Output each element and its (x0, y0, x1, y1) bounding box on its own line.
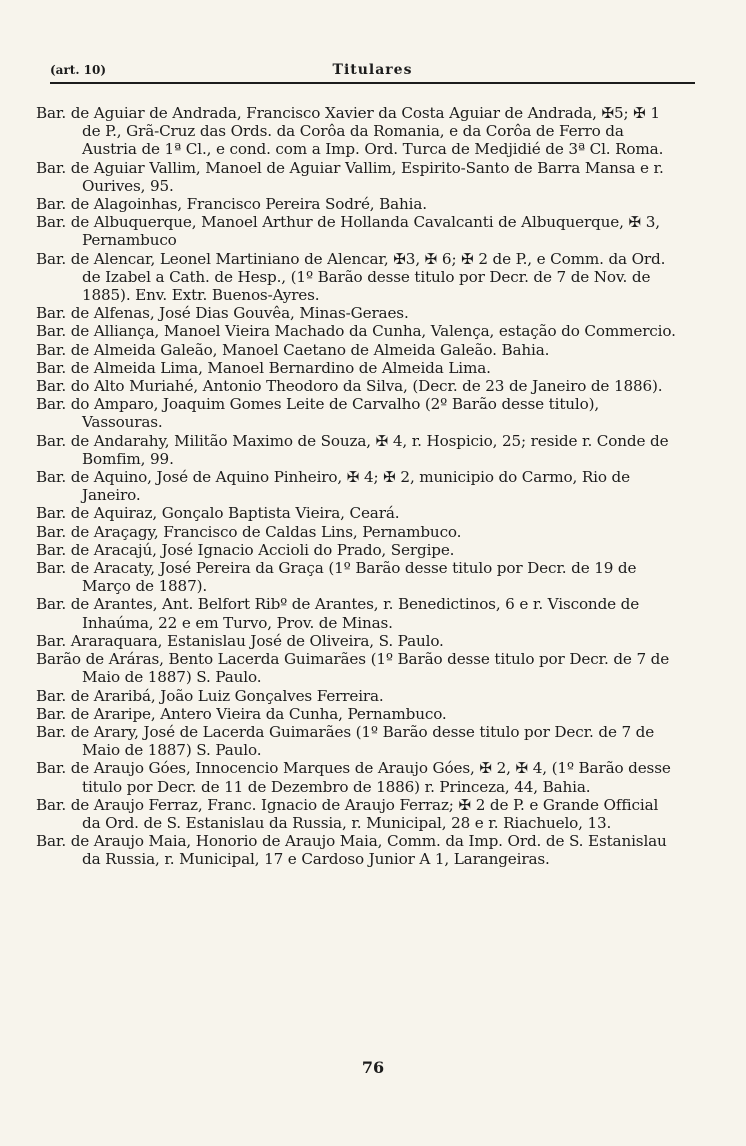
list-item: Bar. de Aguiar Vallim, Manoel de Aguiar Vallim, Espirito-Santo de Barra Mansa e r. Ourives, 95. (36, 158, 664, 195)
page-number: 76 (361, 1058, 385, 1077)
list-item: Bar. de Araujo Maia, Honorio de Araujo Maia, Comm. da Imp. Ord. de S. Estanislau da Russia, r. Municipal, 17 e Cardoso Junior A 1, Larangeiras. (36, 832, 667, 869)
list-item: Bar. de Arantes, Ant. Belfort Ribº de Arantes, r. Benedictinos, 6 e r. Visconde de Inhaúma, 22 e em Turvo, Prov. de Minas. (36, 595, 640, 632)
list-item: Bar. de Albuquerque, Manoel Arthur de Hollanda Cavalcanti de Albuquerque, ✠ 3, Pernambuco (36, 213, 660, 250)
list-item: Bar. de Alencar, Leonel Martiniano de Alencar, ✠3, ✠ 6; ✠ 2 de P., e Comm. da Ord. de Izabel a Cath. de Hesp., (1º Barão desse titulo por Decr. de 7 de Nov. de 1885). Env. Extr. Buenos-Ayres. (36, 249, 666, 305)
list-item: Bar. do Alto Muriahé, Antonio Theodoro da Silva, (Decr. de 23 de Janeiro de 1886). (36, 377, 663, 396)
list-item: Bar. de Aguiar de Andrada, Francisco Xavier da Costa Aguiar de Andrada, ✠5; ✠ 1 de P., Grã-Cruz das Ords. da Corôa da Romania, e da Corôa de Ferro da Austria de 1ª Cl., e cond. com a Imp. Ord. Turca de Medjidié de 3ª Cl. Roma. (36, 104, 664, 159)
entry-list (36, 104, 678, 869)
list-item: Bar. de Arary, José de Lacerda Guimarães (1º Barão desse titulo por Decr. de 7 de Maio de 1887) S. Paulo. (36, 722, 655, 760)
page-header (50, 60, 695, 84)
list-item: Bar. de Araribá, João Luiz Gonçalves Ferreira. (36, 686, 384, 705)
list-item: Bar. de Aquino, José de Aquino Pinheiro, ✠ 4; ✠ 2, municipio do Carmo, Rio de Janeiro. (36, 468, 630, 505)
list-item: Bar. de Araçagy, Francisco de Caldas Lins, Pernambuco. (36, 522, 462, 541)
list-item: Bar. de Alliança, Manoel Vieira Machado da Cunha, Valença, estação do Commercio. (36, 322, 676, 341)
list-item: Bar. de Araripe, Antero Vieira da Cunha, Pernambuco. (36, 704, 447, 723)
list-item: Bar. de Araujo Góes, Innocencio Marques de Araujo Góes, ✠ 2, ✠ 4, (1º Barão desse titulo por Decr. de 11 de Dezembro de 1886) r. Princeza, 44, Bahia. (36, 759, 671, 796)
list-item: Bar. de Aracajú, José Ignacio Accioli do Prado, Sergipe. (36, 540, 455, 559)
list-item: Bar. de Alagoinhas, Francisco Pereira Sodré, Bahia. (36, 195, 427, 214)
list-item: Bar. de Almeida Lima, Manoel Bernardino de Almeida Lima. (36, 358, 491, 377)
list-item: Bar. de Almeida Galeão, Manoel Caetano de Almeida Galeão. Bahia. (36, 340, 550, 359)
section-reference: (art. 10) (50, 63, 107, 77)
list-item: Bar. de Aracaty, José Pereira da Graça (1º Barão desse titulo por Decr. de 19 de Março de 1887). (36, 559, 637, 596)
list-item: Bar. de Aquiraz, Gonçalo Baptista Vieira, Ceará. (36, 504, 400, 523)
list-item: Bar. Araraquara, Estanislau José de Oliveira, S. Paulo. (36, 631, 444, 650)
list-item: Barão de Aráras, Bento Lacerda Guimarães (1º Barão desse titulo por Decr. de 7 de Maio de 1887) S. Paulo. (36, 650, 670, 687)
list-item: Bar. de Alfenas, José Dias Gouvêa, Minas-Geraes. (36, 304, 409, 323)
page-title: Titulares (332, 62, 413, 78)
list-item: Bar. de Araujo Ferraz, Franc. Ignacio de Araujo Ferraz; ✠ 2 de P. e Grande Official da Ord. de S. Estanislau da Russia, r. Municipal, 28 e r. Riachuelo, 13. (36, 795, 659, 832)
list-item: Bar. do Amparo, Joaquim Gomes Leite de Carvalho (2º Barão desse titulo), Vassouras. (36, 395, 600, 432)
list-item: Bar. de Andarahy, Militão Maximo de Souza, ✠ 4, r. Hospicio, 25; reside r. Conde de Bomfim, 99. (36, 431, 669, 468)
